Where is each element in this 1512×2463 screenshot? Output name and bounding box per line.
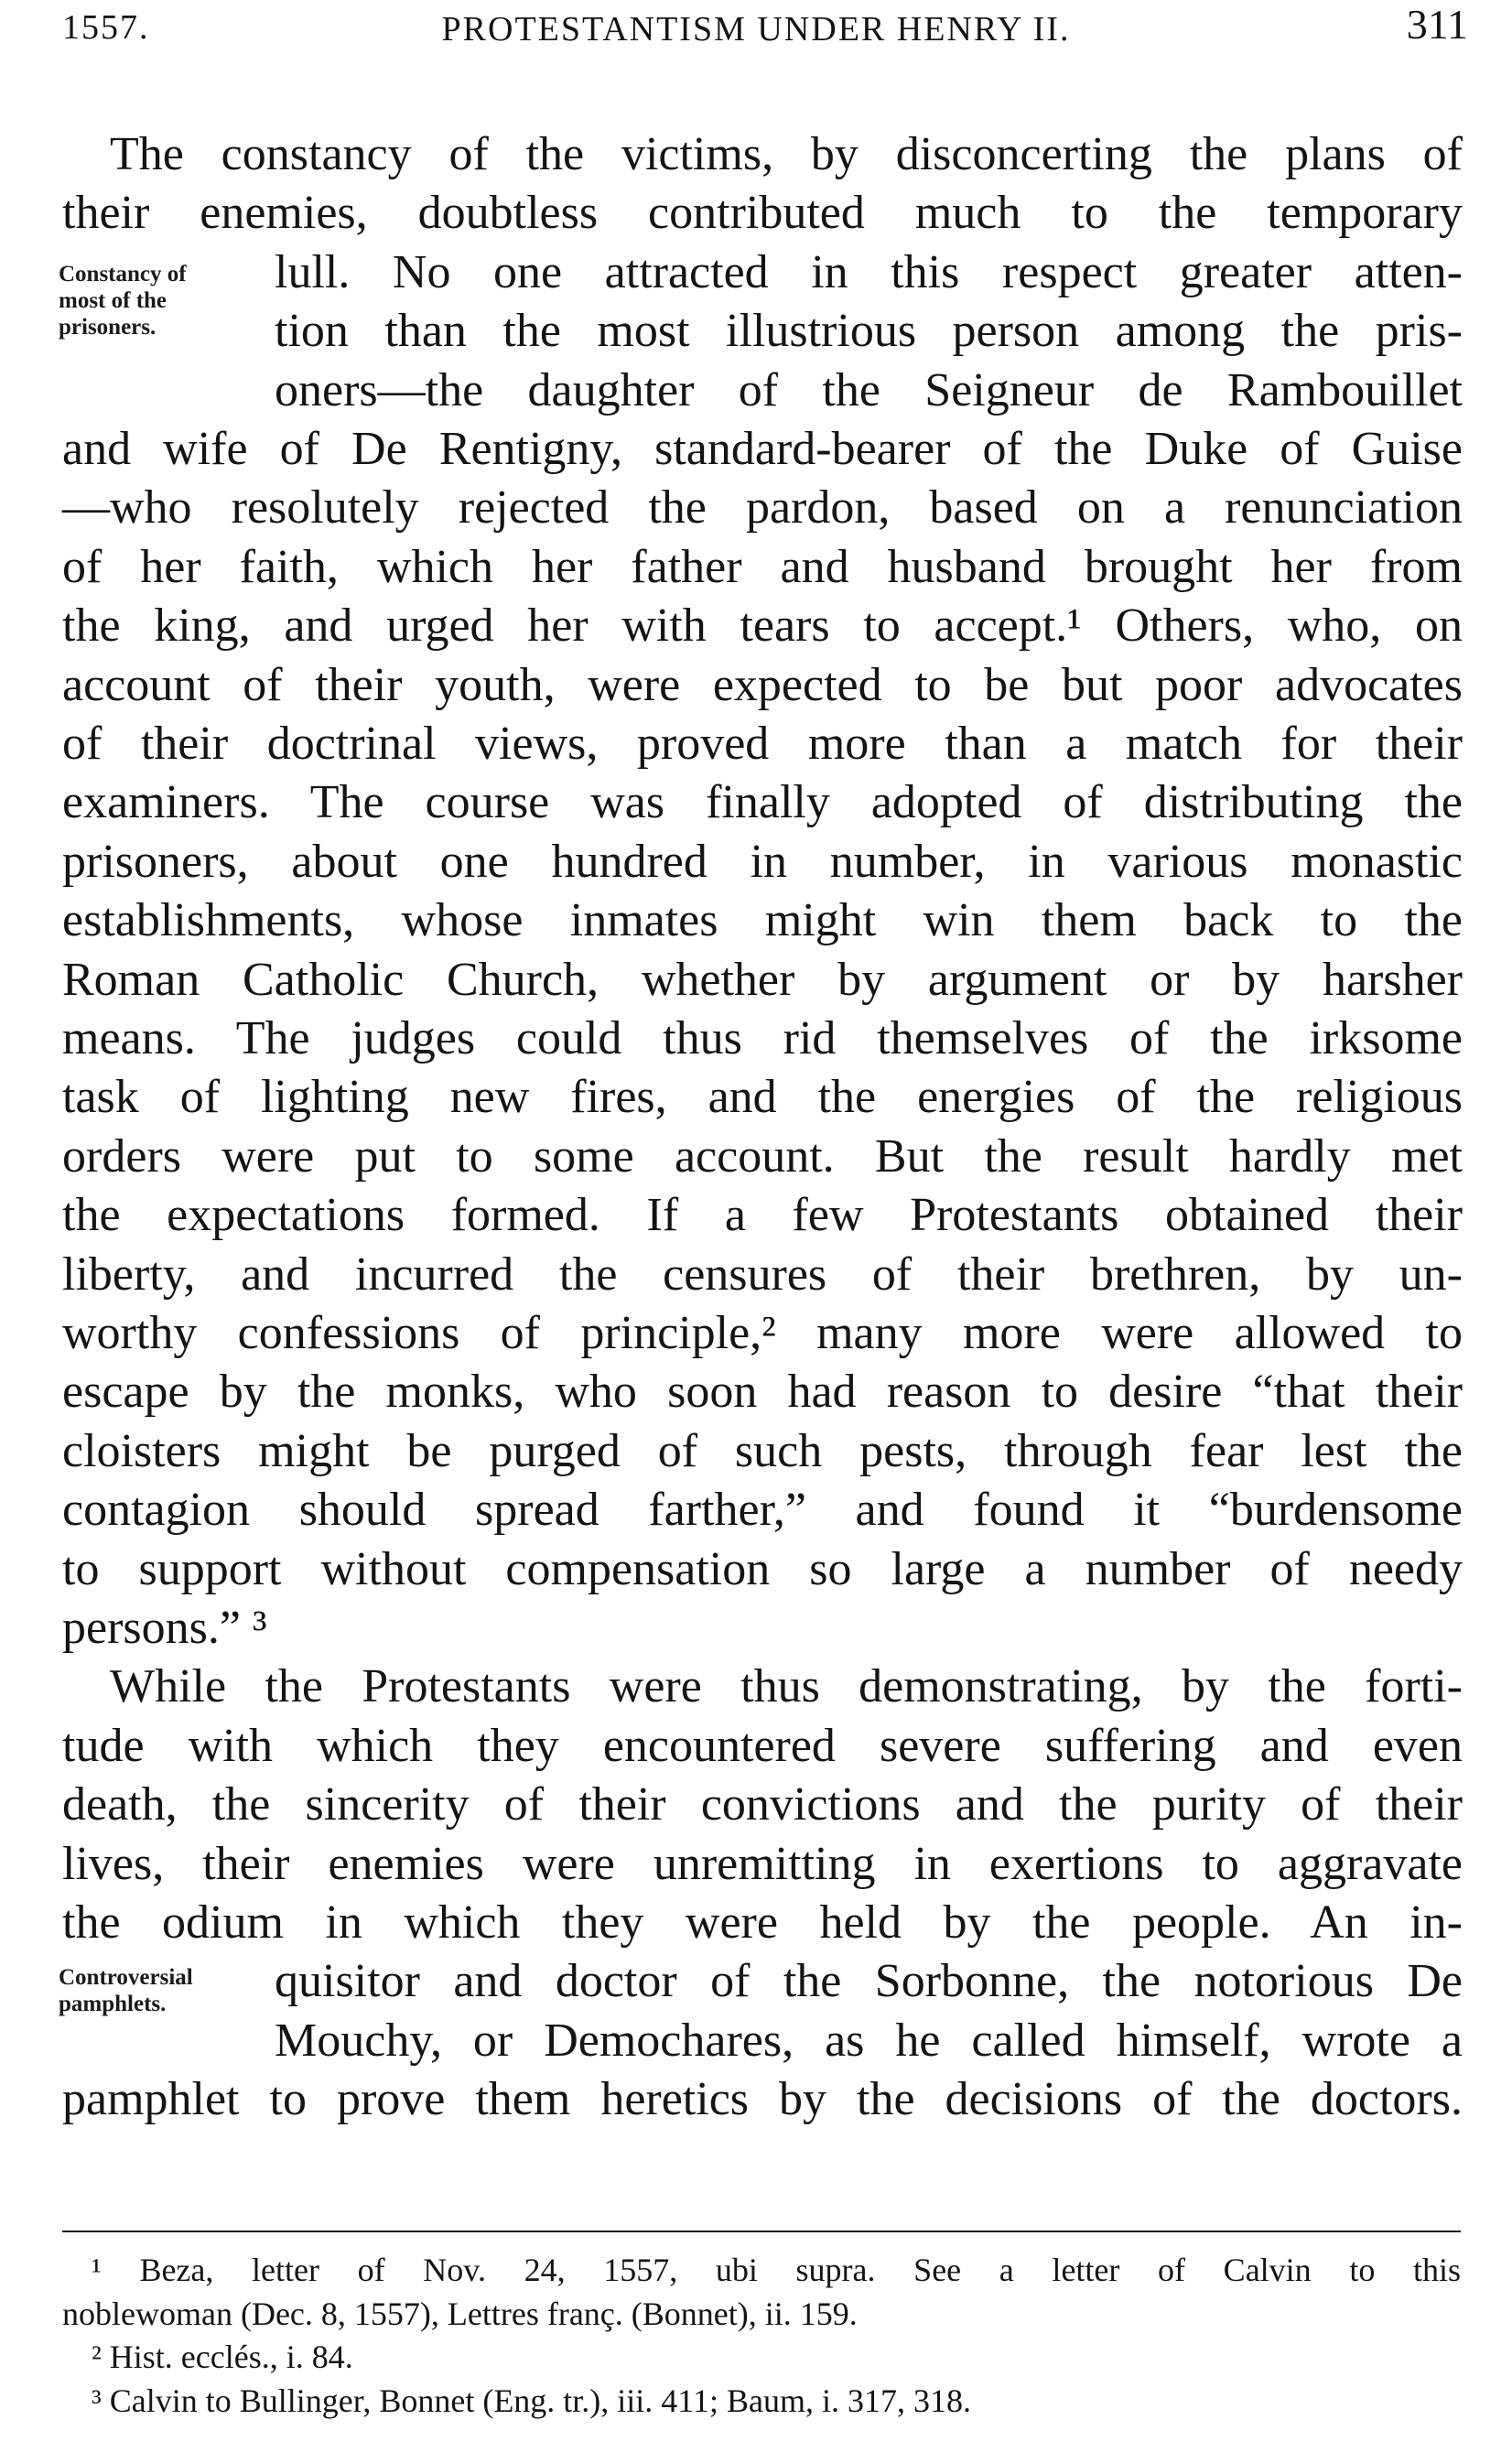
sidenote-constancy: Constancy of most of the prisoners. (59, 261, 187, 340)
body-line: orders were put to some account. But the result hardly met (62, 1129, 1463, 1183)
body-line: worthy confessions of principle,² many more were allowed to (62, 1307, 1463, 1359)
footnote-4: ³ Calvin to Bullinger, Bonnet (Eng. tr.), iii. 411; Baum, i. 317, 318. (92, 2382, 971, 2419)
body-line: lives, their enemies were unremitting in exertions to aggravate (62, 1837, 1463, 1890)
footnote-rule (62, 2231, 1461, 2232)
body-line: of her faith, which her father and husband brought her from (62, 540, 1463, 593)
body-line: prisoners, about one hundred in number, in various monastic (62, 835, 1463, 888)
body-line: contagion should spread farther,” and found it “burdensome (62, 1484, 1463, 1537)
sidenote-controversial: Controversial pamphlets. (59, 1965, 193, 2017)
body-line: liberty, and incurred the censures of their brethren, by un- (62, 1248, 1463, 1301)
body-line: the odium in which they were held by the people. An in- (62, 1896, 1463, 1949)
body-line: cloisters might be purged of such pests, through fear lest the (62, 1424, 1463, 1477)
body-line: While the Protestants were thus demonstrating, by the forti- (110, 1660, 1463, 1713)
body-line: oners—the daughter of the Seigneur de Rambouillet (275, 363, 1463, 416)
body-line: death, the sincerity of their convictions and the purity of their (62, 1778, 1463, 1831)
body-line: quisitor and doctor of the Sorbonne, the notorious De (275, 1955, 1463, 2008)
body-line: and wife of De Rentigny, standard-bearer of the Duke of Guise (62, 423, 1463, 475)
body-line: means. The judges could thus rid themselves of the irksome (62, 1012, 1463, 1064)
body-line: establishments, whose inmates might win them back to the (62, 894, 1463, 947)
footnote-1: ¹ Beza, letter of Nov. 24, 1557, ubi supra. See a letter of Calvin to this (92, 2252, 1461, 2288)
body-line: account of their youth, were expected to be but poor advocates (62, 658, 1463, 711)
body-line: persons.” ³ (62, 1602, 267, 1654)
body-line: lull. No one attracted in this respect greater atten- (275, 245, 1463, 298)
footnote-2: noblewoman (Dec. 8, 1557), Lettres franç. (Bonnet), ii. 159. (62, 2296, 858, 2332)
body-line: tude with which they encountered severe suffering and even (62, 1719, 1463, 1772)
body-line: tion than the most illustrious person among the pris- (275, 305, 1463, 358)
body-line: their enemies, doubtless contributed much to the temporary (62, 187, 1463, 240)
footnote-3: ² Hist. ecclés., i. 84. (92, 2339, 353, 2375)
body-line: task of lighting new fires, and the energies of the religious (62, 1071, 1463, 1124)
body-line: examiners. The course was finally adopted of distributing the (62, 776, 1463, 829)
body-line: —who resolutely rejected the pardon, based on a renunciation (62, 481, 1463, 535)
body-line: the king, and urged her with tears to accept.¹ Others, who, on (62, 600, 1463, 653)
body-line: of their doctrinal views, proved more than a match for their (62, 718, 1463, 770)
page-number: 311 (1406, 1, 1468, 48)
header-year: 1557. (62, 8, 150, 47)
body-line: to support without compensation so large a number of needy (62, 1542, 1463, 1595)
body-line: the expectations formed. If a few Protestants obtained their (62, 1189, 1463, 1242)
body-line: Mouchy, or Demochares, as he called himself, wrote a (275, 2014, 1463, 2067)
body-line: Roman Catholic Church, whether by argument or by harsher (62, 953, 1463, 1006)
body-line: pamphlet to prove them heretics by the decisions of the doctors. (62, 2073, 1463, 2126)
body-line: escape by the monks, who soon had reason to desire “that their (62, 1366, 1463, 1419)
body-line: The constancy of the victims, by disconcerting the plans of (110, 128, 1463, 180)
running-head: PROTESTANTISM UNDER HENRY II. (441, 10, 1071, 49)
